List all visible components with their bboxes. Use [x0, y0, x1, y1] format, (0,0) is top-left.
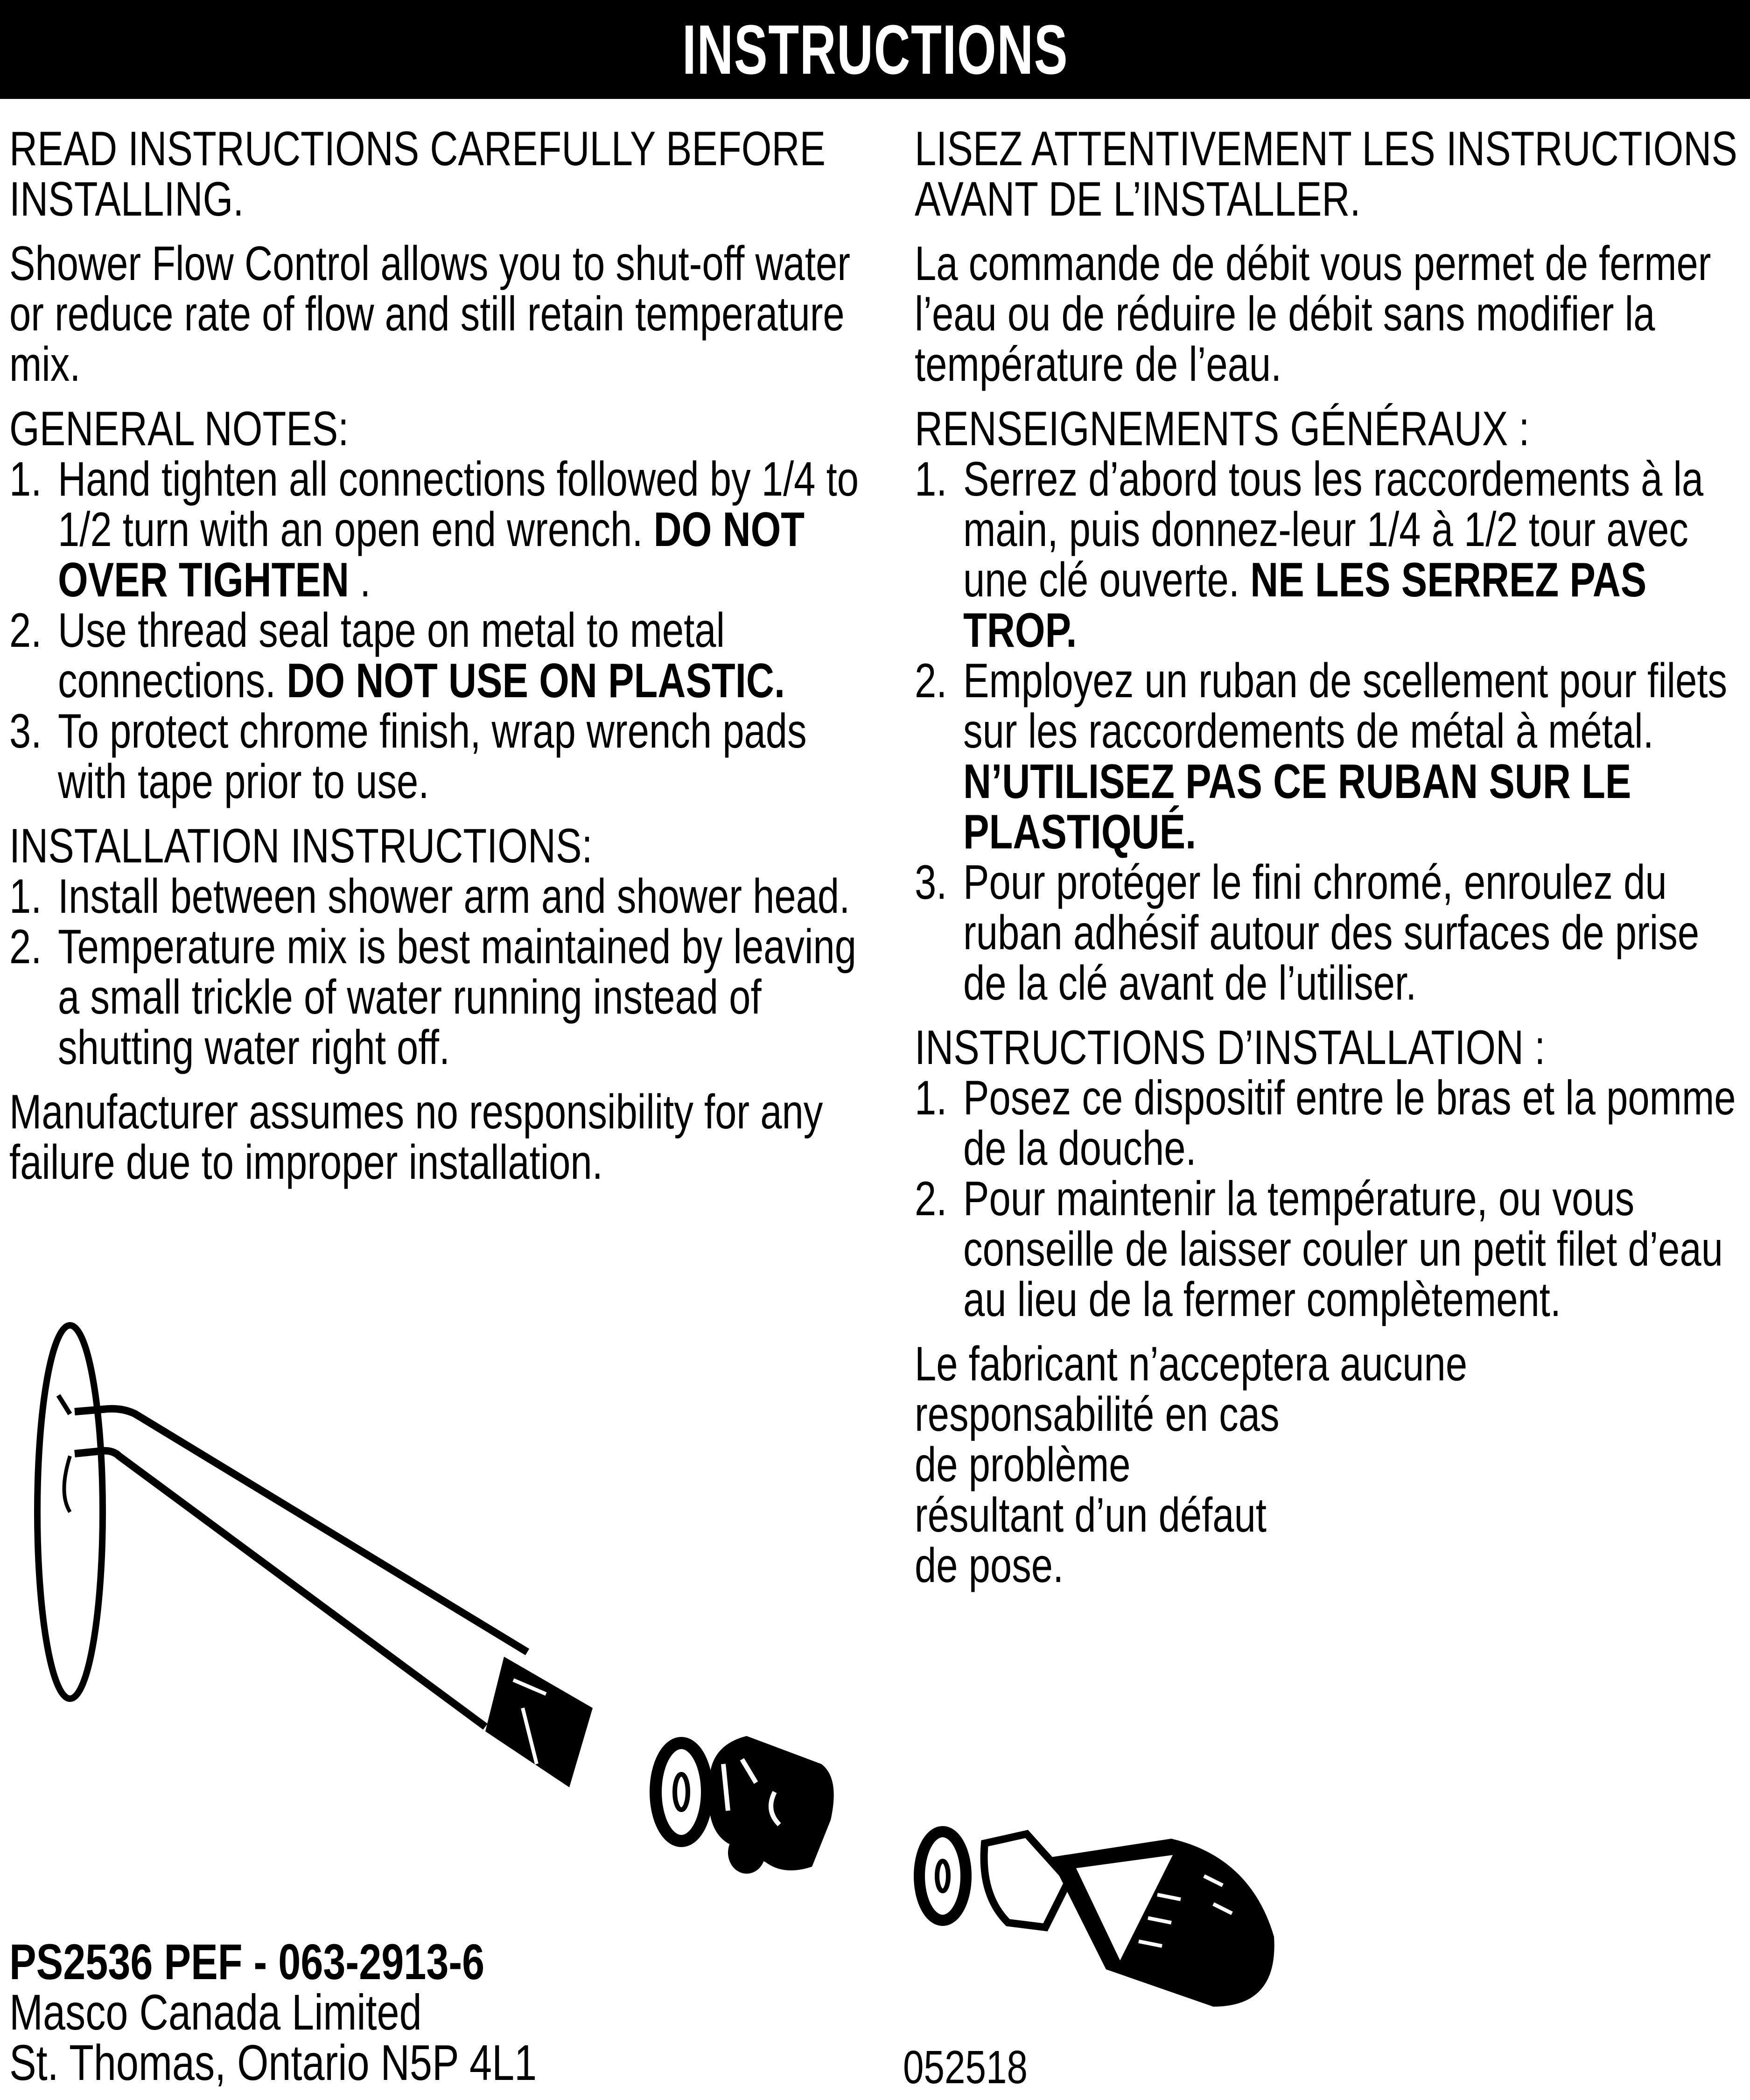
installation-list — [9, 871, 863, 1073]
list-item — [915, 1073, 1745, 1174]
washer-icon — [919, 1832, 966, 1920]
intro-text-fr: LISEZ ATTENTIVEMENT LES INSTRUCTIONS AVANT DE L’INSTALLER. — [915, 122, 1737, 226]
general-notes-list — [9, 454, 863, 807]
washer-icon — [656, 1743, 707, 1841]
shower-arm-icon — [75, 1409, 593, 1787]
item-text: Posez ce dispositif entre le bras et la pomme de la douche. — [963, 1071, 1736, 1176]
item-number: 2. — [9, 920, 42, 974]
item-number: 2. — [9, 603, 42, 658]
list-item — [9, 871, 863, 922]
shower-arm-flange-icon — [37, 1325, 103, 1699]
company-name: Masco Canada Limited — [9, 1984, 422, 2040]
item-number: 1. — [9, 869, 42, 924]
item-text: Temperature mix is best maintained by leaving a small trickle of water running instead of shutting water right off. — [58, 920, 857, 1075]
page-title: INSTRUCTIONS — [682, 10, 1068, 89]
description-text-fr: La commande de débit vous permet de fermer l’eau ou de réduire le débit sans modifier la température de l’eau. — [915, 237, 1711, 392]
item-text: Serrez d’abord tous les raccordements à la main, puis donnez-leur 1/4 à 1/2 tour avec une clé ouverte. — [963, 452, 1704, 607]
shower-head-icon — [984, 1834, 1274, 2007]
company-address: St. Thomas, Ontario N5P 4L1 — [9, 2034, 537, 2091]
item-number: 1. — [915, 1071, 947, 1125]
warning-text: DO NOT USE ON PLASTIC. — [287, 654, 785, 708]
disclaimer-text: Manufacturer assumes no responsibility for any failure due to improper installation. — [9, 1085, 823, 1190]
header-bar — [0, 0, 1750, 99]
warning-text: DO NOT OVER TIGHTEN — [58, 503, 805, 607]
installation-heading: INSTALLATION INSTRUCTIONS: — [9, 819, 593, 873]
footer — [9, 1933, 669, 2091]
flow-control-valve-icon — [708, 1736, 833, 1874]
list-item — [9, 605, 863, 706]
document-code: 052518 — [903, 2041, 1028, 2093]
item-number: 1. — [915, 452, 947, 506]
item-text: Install between shower arm and shower head. — [58, 869, 850, 924]
item-number: 3. — [9, 704, 42, 758]
disclaimer-line: de pose. — [915, 1539, 1064, 1593]
item-text: Employez un ruban de scellement pour filets sur les raccordements de métal à métal. — [963, 654, 1728, 758]
part-number: PS2536 PEF - 063-2913-6 — [9, 1933, 485, 1990]
item-text: Pour maintenir la température, ou vous conseille de laisser couler un petit filet d’eau au lieu de la fermer complètement. — [963, 1172, 1723, 1327]
installation-list-fr — [915, 1073, 1745, 1325]
intro-text: READ INSTRUCTIONS CAREFULLY BEFORE INSTALLING. — [9, 122, 826, 226]
item-number: 3. — [915, 855, 947, 910]
list-item — [915, 1174, 1745, 1325]
installation-heading-fr: INSTRUCTIONS D’INSTALLATION : — [915, 1021, 1546, 1075]
general-notes-list-fr — [915, 454, 1745, 1008]
item-text: Use thread seal tape on metal to metal connections. — [58, 603, 725, 708]
list-item — [915, 857, 1745, 1008]
disclaimer-line: Le fabricant n’acceptera aucune — [915, 1337, 1468, 1391]
item-tail: . — [349, 553, 371, 607]
disclaimer-line: de problème — [915, 1438, 1131, 1492]
general-notes-heading-fr: RENSEIGNEMENTS GÉNÉRAUX : — [915, 402, 1530, 456]
list-item — [9, 706, 863, 807]
item-number: 2. — [915, 1172, 947, 1226]
list-item — [9, 922, 863, 1073]
warning-text: NE LES SERREZ PAS TROP. — [963, 553, 1647, 658]
disclaimer-line: résultant d’un défaut — [915, 1488, 1267, 1542]
item-number: 1. — [9, 452, 42, 506]
disclaimer-line: responsabilité en cas — [915, 1387, 1280, 1442]
item-text: To protect chrome finish, wrap wrench pads with tape prior to use. — [58, 704, 807, 809]
item-text: Hand tighten all connections followed by 1/4 to 1/2 turn with an open end wrench. — [58, 452, 859, 557]
exploded-assembly-illustration — [19, 1316, 1307, 2007]
general-notes-heading: GENERAL NOTES: — [9, 402, 349, 456]
list-item — [915, 656, 1745, 857]
english-column — [9, 124, 863, 1202]
item-text: Pour protéger le fini chromé, enroulez du ruban adhésif autour des surfaces de prise de la clé avant de l’utiliser. — [963, 855, 1700, 1010]
list-item — [915, 454, 1745, 656]
warning-text: N’UTILISEZ PAS CE RUBAN SUR LE PLASTIQUÉ. — [963, 755, 1631, 859]
list-item — [9, 454, 863, 605]
description-text: Shower Flow Control allows you to shut-off water or reduce rate of flow and still retain temperature mix. — [9, 237, 850, 392]
item-number: 2. — [915, 654, 947, 708]
